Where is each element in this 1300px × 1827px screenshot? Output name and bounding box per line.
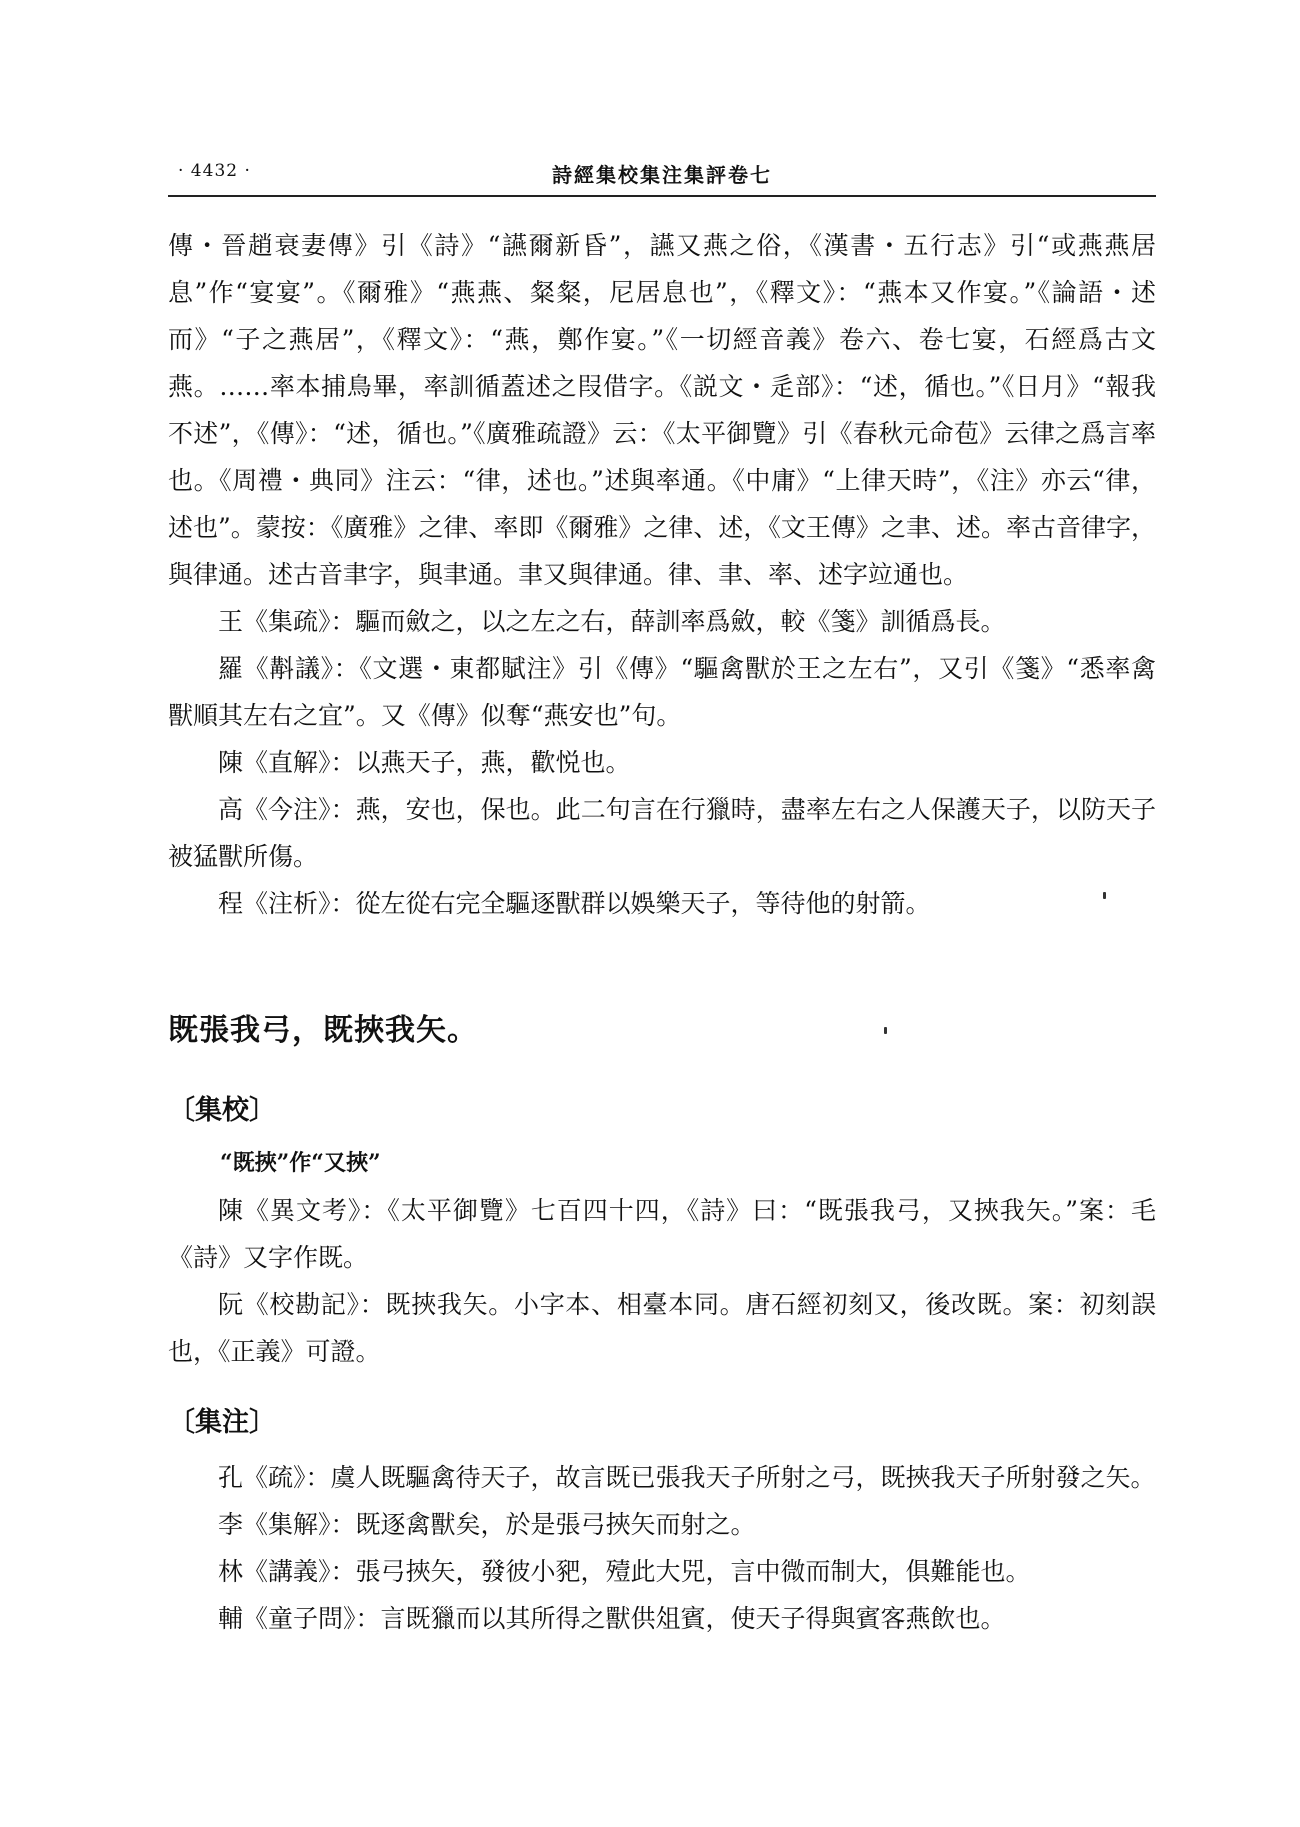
jizhu-paragraph: 孔《疏》：虞人既驅禽待天子，故言既已張我天子所射之弓，既挾我天子所射發之矢。 <box>218 1463 1156 1492</box>
page-number: · 4432 · <box>178 161 251 181</box>
scan-speck <box>1103 892 1106 899</box>
jizhu-paragraph: 林《講義》：張弓挾矢，發彼小豝，殪此大兕，言中微而制大，俱難能也。 <box>218 1557 1031 1586</box>
top-commentary-block <box>168 222 1156 927</box>
commentary-paragraph: 程《注析》：從左從右完全驅逐獸群以娛樂天子，等待他的射箭。 <box>218 889 931 918</box>
jiaoxiao-paragraph: 陳《異文考》：《太平御覽》七百四十四，《詩》曰：“既張我弓，又挾我矢。”案：毛《詩》又字作既。 <box>168 1196 1156 1272</box>
jizhu-paragraph: 李《集解》：既逐禽獸矣，於是張弓挾矢而射之。 <box>218 1510 756 1539</box>
running-title: 詩經集校集注集評卷七 <box>552 163 772 187</box>
commentary-paragraph: 高《今注》：燕，安也，保也。此二句言在行獵時，盡率左右之人保護天子，以防天子被猛獸所傷。 <box>168 795 1156 871</box>
page-header <box>168 153 1156 197</box>
jiaoxiao-block <box>168 1140 1156 1375</box>
commentary-paragraph: 傳・晉趙衰妻傳》引《詩》“讌爾新昏”，讌又燕之俗，《漢書・五行志》引“或燕燕居息”作“宴宴”。《爾雅》“燕燕、粲粲，尼居息也”，《釋文》：“燕本又作宴。”《論語・述而》“子之燕居”，《釋文》：“燕，鄭作宴。”《一切經音義》卷六、卷七宴，石經爲古文燕。……率本捕鳥畢，率訓循蓋述之叚借字。《説文・辵部》：“述，循也。”《日月》“報我不述”，《傳》：“述，循也。”《廣雅疏證》云：《太平御覽》引《春秋元命苞》云律之爲言率也。《周禮・典同》注云：“律，述也。”述與率通。《中庸》“上律天時”，《注》亦云“律，述也”。蒙按：《廣雅》之律、率即《爾雅》之律、述，《文王傳》之聿、述。率古音律字，與律通。述古音聿字，與聿通。聿又與律通。律、聿、率、述字竝通也。 <box>168 231 1156 589</box>
jiaoxiao-paragraph: 阮《校勘記》：既挾我矢。小字本、相臺本同。唐石經初刻又，後改既。案：初刻誤也，《正義》可證。 <box>168 1290 1156 1366</box>
verse-line: 既張我弓，既挾我矢。 <box>168 1013 478 1048</box>
variant-subheading: “既挾”作“又挾” <box>220 1150 381 1176</box>
commentary-paragraph: 陳《直解》：以燕天子，燕，歡悦也。 <box>218 748 631 777</box>
commentary-paragraph: 羅《斠議》：《文選・東都賦注》引《傳》“驅禽獸於王之左右”，又引《箋》“悉率禽獸順其左右之宜”。又《傳》似奪“燕安也”句。 <box>168 654 1156 730</box>
section-heading-jiaoxiao: 〔集校〕 <box>168 1095 276 1126</box>
jizhu-block <box>168 1454 1156 1642</box>
jizhu-paragraph: 輔《童子問》：言既獵而以其所得之獸供俎賓，使天子得與賓客燕飲也。 <box>218 1604 1006 1633</box>
commentary-paragraph: 王《集疏》：驅而斂之，以之左之右，薛訓率爲斂，較《箋》訓循爲長。 <box>218 607 1006 636</box>
section-heading-jizhu: 〔集注〕 <box>168 1407 276 1438</box>
scan-speck <box>884 1027 887 1034</box>
